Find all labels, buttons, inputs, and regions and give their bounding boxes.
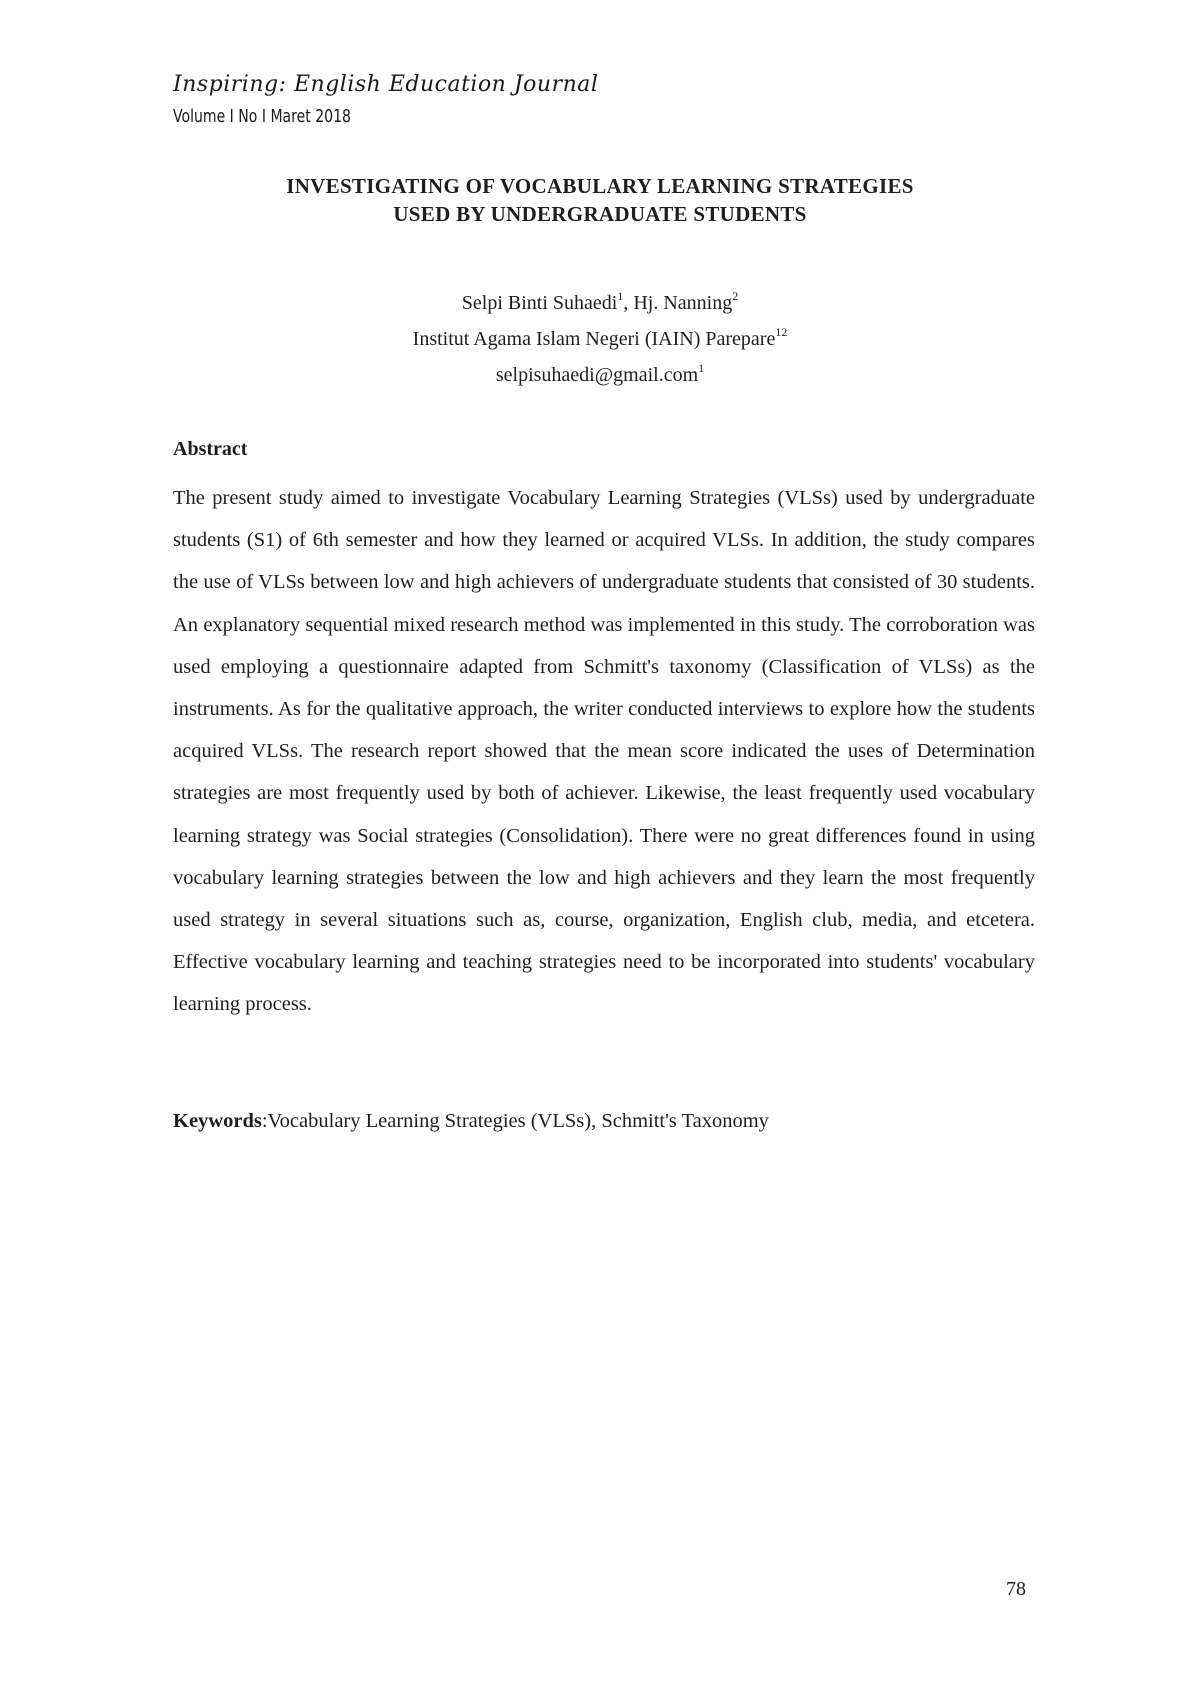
- page-number: 78: [1006, 1578, 1026, 1600]
- keywords-text: :Vocabulary Learning Strategies (VLSs), Schmitt's Taxonomy: [261, 1110, 769, 1132]
- institution: Institut Agama Islam Negeri (IAIN) Parepare: [412, 328, 776, 350]
- author-separator: ,: [623, 292, 634, 314]
- author-1: Selpi Binti Suhaedi: [461, 292, 618, 314]
- keywords: [173, 1106, 1073, 1136]
- journal-name: Inspiring: English Education Journal: [173, 72, 599, 97]
- paper-title: [0, 172, 1200, 228]
- institution-affiliation: 12: [775, 325, 788, 339]
- email-line: [0, 354, 1200, 390]
- author-block: [0, 282, 1200, 390]
- institution-line: [0, 318, 1200, 354]
- author-1-affiliation: 1: [617, 289, 624, 303]
- keywords-label: Keywords: [173, 1110, 262, 1132]
- paper-title-line-1: INVESTIGATING OF VOCABULARY LEARNING STRATEGIES: [286, 174, 914, 198]
- author-email: selpisuhaedi@gmail.com: [495, 364, 699, 386]
- abstract-body: The present study aimed to investigate Vocabulary Learning Strategies (VLSs) used by undergraduate students (S1) of 6th semester and how they learned or acquired VLSs. In addition, the study compares the use of VLSs between low and high achievers of undergraduate students that consisted of 30 students. An explanatory sequential mixed research method was implemented in this study. The corroboration was used employing a questionnaire adapted from Schmitt's taxonomy (Classification of VLSs) as the instruments. As for the qualitative approach, the writer conducted interviews to explore how the students acquired VLSs. The research report showed that the mean score indicated the uses of Determination strategies are most frequently used by both of achiever. Likewise, the least frequently used vocabulary learning strategy was Social strategies (Consolidation). There were no great differences found in using vocabulary learning strategies between the low and high achievers and they learn the most frequently used strategy in several situations such as, course, organization, English club, media, and etcetera. Effective vocabulary learning and teaching strategies need to be incorporated into students' vocabulary learning process.: [173, 487, 1035, 1016]
- email-affiliation: 1: [698, 361, 705, 375]
- abstract-heading: Abstract: [173, 438, 248, 460]
- journal-issue: Volume I No I Maret 2018: [173, 106, 351, 127]
- author-2-affiliation: 2: [732, 289, 739, 303]
- paper-title-line-2: USED BY UNDERGRADUATE STUDENTS: [393, 202, 807, 226]
- author-line: [0, 282, 1200, 318]
- author-2: Hj. Nanning: [633, 292, 733, 314]
